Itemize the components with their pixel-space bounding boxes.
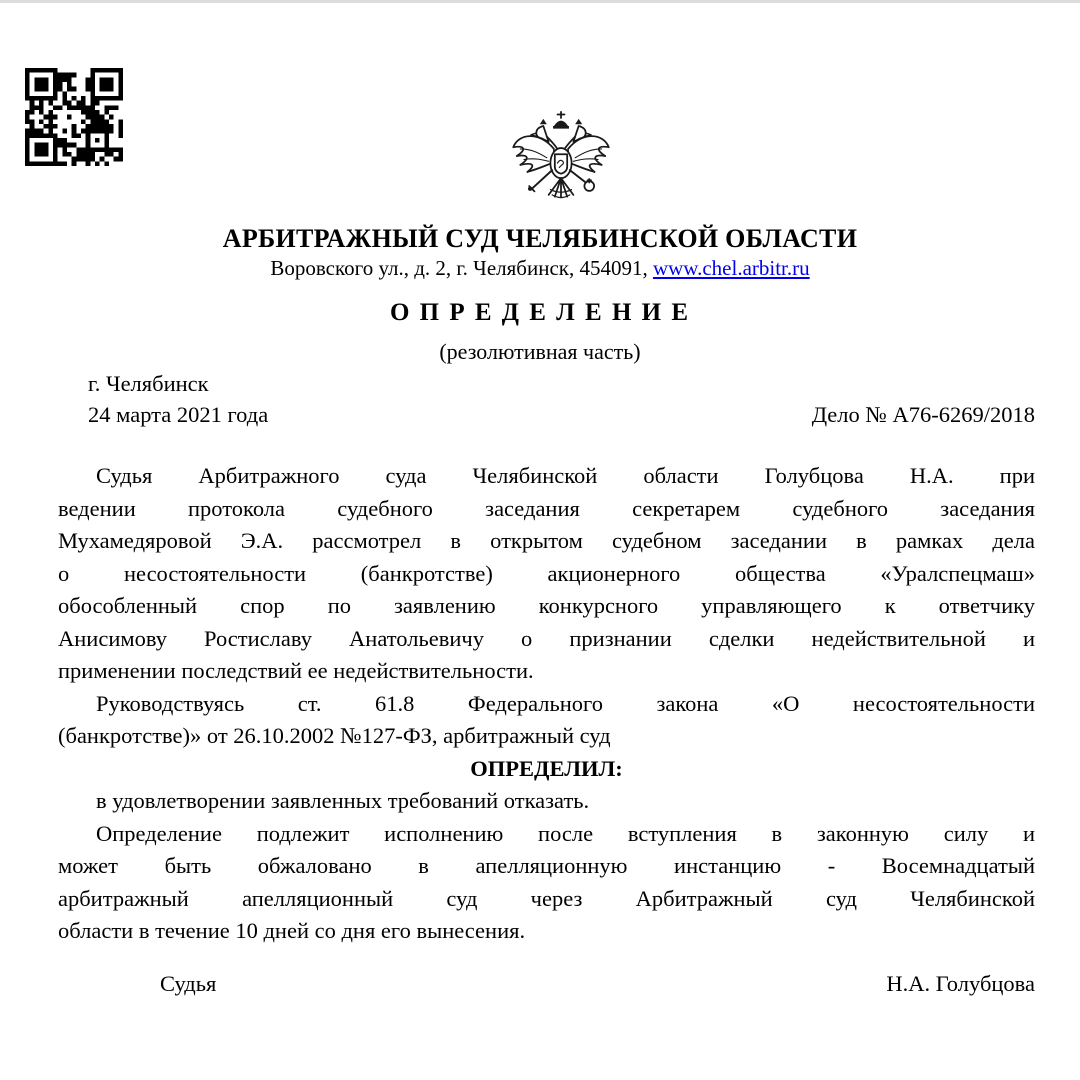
court-address [0, 256, 1080, 281]
document-subtitle: (резолютивная часть) [439, 339, 641, 364]
body-line: области в течение 10 дней со дня его вынесения. [58, 918, 526, 943]
signature-row [58, 968, 1035, 1001]
body-line: Судья Арбитражного суда Челябинской области Голубцова Н.А. при [96, 463, 1035, 488]
body-line: (банкротстве)» от 26.10.2002 №127-ФЗ, арбитражный суд [58, 723, 611, 748]
document-title: О П Р Е Д Е Л Е Н И Е [389, 299, 691, 326]
date-case-row [58, 402, 1035, 428]
court-website-link[interactable]: www.chel.arbitr.ru [652, 256, 810, 280]
page-top-edge [0, 0, 1080, 3]
document-body [58, 460, 1035, 948]
place-label: г. Челябинск [88, 371, 209, 396]
body-line: в удовлетворении заявленных требований отказать. [96, 788, 590, 813]
document-date: 24 марта 2021 года [88, 402, 269, 427]
body-line: Мухамедяровой Э.А. рассмотрел в открытом судебном заседании в рамках дела [58, 528, 1035, 553]
body-line: Определение подлежит исполнению после вступления в законную силу и [96, 820, 1035, 846]
body-line: ведении протокола судебного заседания секретарем судебного заседания [58, 495, 1035, 521]
body-line: Анисимову Ростиславу Анатольевичу о признании сделки недействительной и [58, 625, 1035, 651]
body-line: обособленный спор по заявлению конкурсного управляющего к ответчику [58, 593, 1035, 618]
judge-role-label: Судья [160, 971, 217, 996]
body-line: может быть обжаловано в апелляционную инстанцию - Восемнадцатый [58, 853, 1035, 878]
judge-name: Н.А. Голубцова [886, 971, 1035, 996]
case-number: Дело № А76-6269/2018 [811, 402, 1035, 427]
russian-coat-of-arms-icon [508, 110, 614, 225]
court-name: АРБИТРАЖНЫЙ СУД ЧЕЛЯБИНСКОЙ ОБЛАСТИ [222, 224, 858, 253]
body-line: о несостоятельности (банкротстве) акционерного общества «Уралспецмаш» [58, 560, 1035, 586]
qr-code-icon [25, 68, 123, 166]
resolution-heading: ОПРЕДЕЛИЛ: [470, 755, 623, 781]
address-text: Воровского ул., д. 2, г. Челябинск, 454091, [270, 256, 653, 280]
body-line: применении последствий ее недействительности. [58, 658, 534, 683]
body-line: арбитражный апелляционный суд через Арбитражный суд Челябинской [58, 885, 1035, 911]
body-line: Руководствуясь ст. 61.8 Федерального закона «О несостоятельности [96, 690, 1035, 716]
